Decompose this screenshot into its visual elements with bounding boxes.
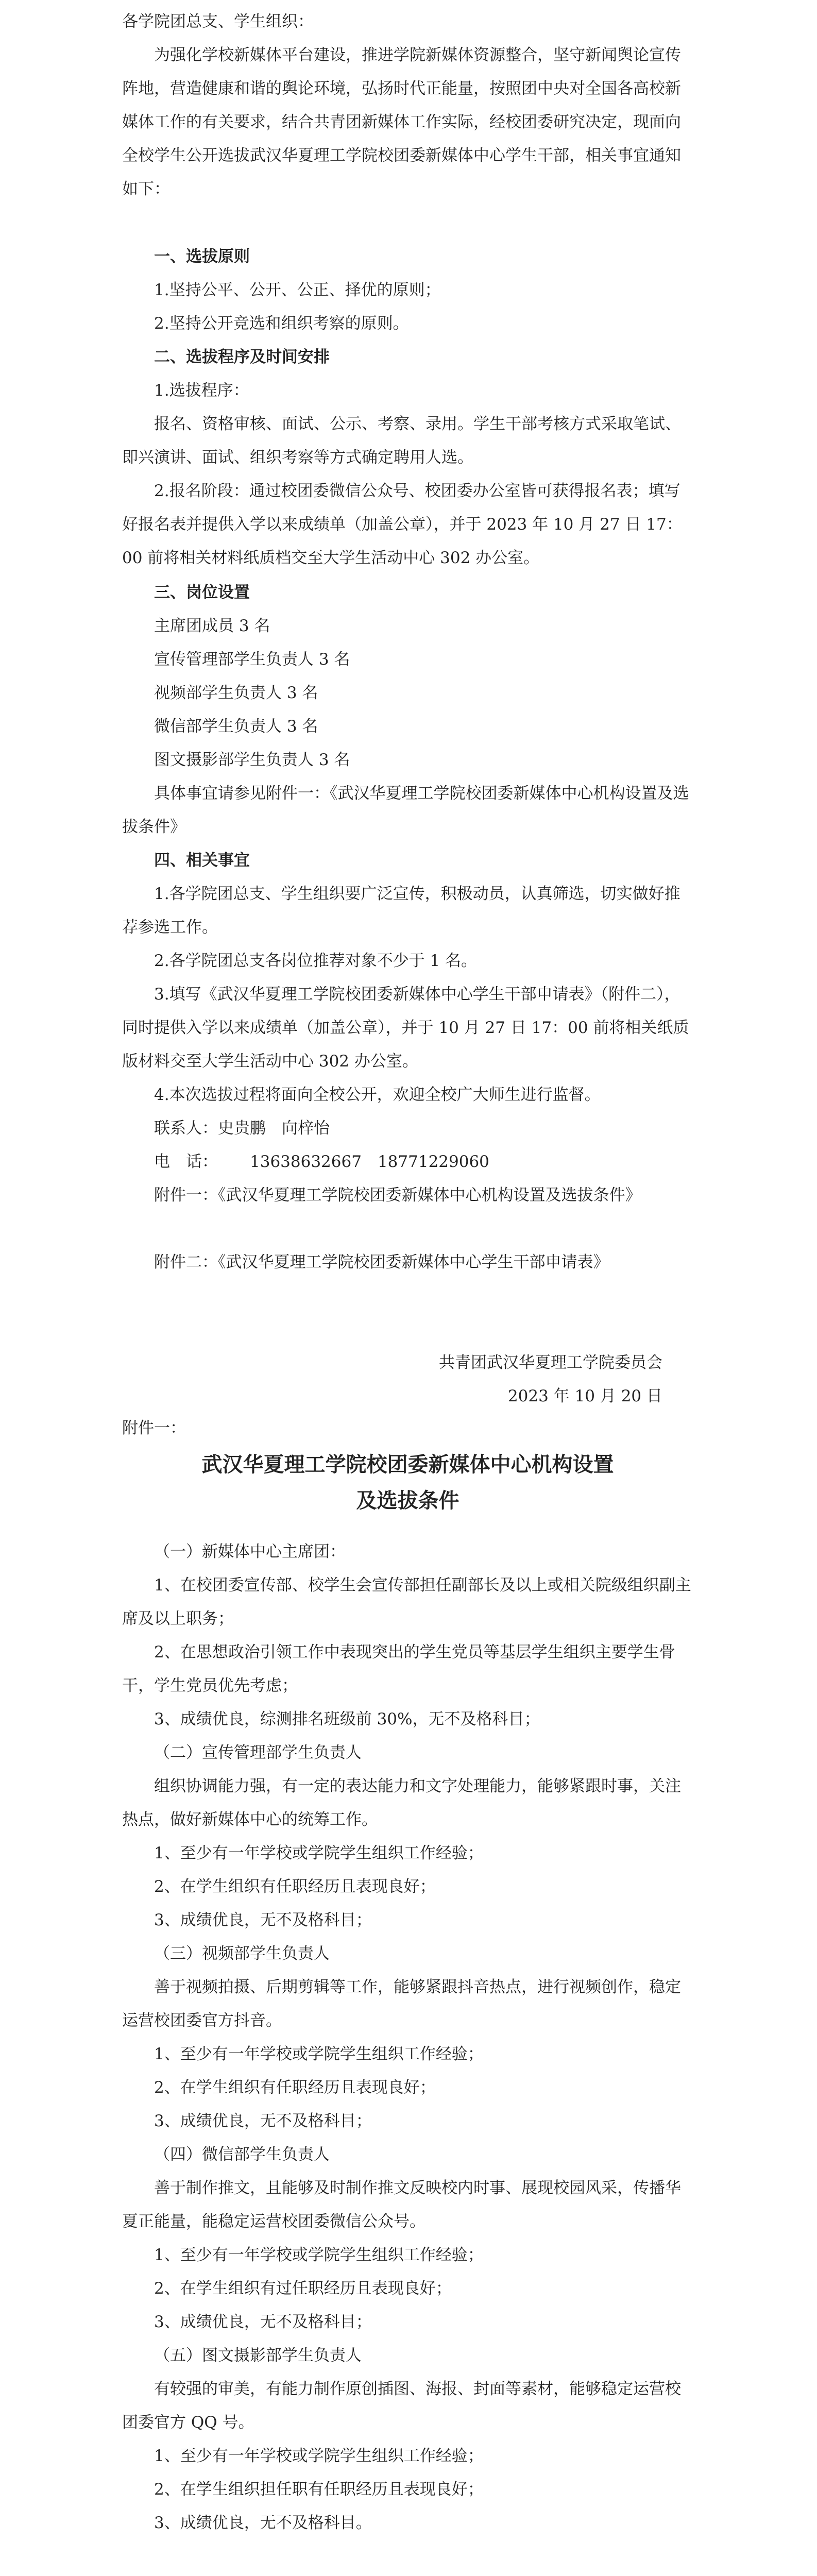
appendix-section-4-item: 3、成绩优良，无不及格科目；: [154, 2313, 372, 2331]
phone-label: 电 话：: [154, 1153, 218, 1171]
appendix-section-2-item: 3、成绩优良，无不及格科目；: [154, 1911, 372, 1929]
position-item: 主席团成员 3 名: [154, 617, 270, 635]
phone-numbers: 13638632667 18771229060: [250, 1153, 489, 1171]
position-item: 微信部学生负责人 3 名: [154, 717, 318, 736]
section-4-item-4: 4.本次选拔过程将面向全校公开，欢迎全校广大师生进行监督。: [154, 1086, 601, 1104]
phone-line: [122, 1145, 693, 1179]
salutation: 各学院团总支、学生组织：: [122, 12, 314, 31]
appendix-section-4-item: 1、至少有一年学校或学院学生组织工作经验；: [154, 2246, 484, 2264]
intro-paragraph: 为强化学校新媒体平台建设，推进学院新媒体资源整合，坚守新闻舆论宣传阵地，营造健康和谐的舆论环境，弘扬时代正能量，按照团中央对全国各高校新媒体工作的有关要求，结合共青团新媒体工作实际，经校团委研究决定，现面向全校学生公开选拔武汉华夏理工学院校团委新媒体中心学生干部，相关事宜通知如下：: [122, 46, 681, 198]
appendix-section-4-item: 2、在学生组织有过任职经历且表现良好；: [154, 2279, 452, 2298]
section-2-item-1-title: 1.选拔程序：: [154, 381, 249, 400]
appendix-title-line-1: 武汉华夏理工学院校团委新媒体中心机构设置: [201, 1452, 614, 1477]
section-2-item-1-body: 报名、资格审核、面试、公示、考察、录用。学生干部考核方式采取笔试、即兴演讲、面试、组织考察等方式确定聘用人选。: [122, 415, 681, 467]
appendix-section-1-heading: （一）新媒体中心主席团：: [154, 1543, 346, 1561]
section-4-item-2: 2.各学院团总支各岗位推荐对象不少于 1 名。: [154, 952, 478, 970]
appendix-section-5-heading: （五）图文摄影部学生负责人: [154, 2346, 362, 2365]
appendix-section-2-item: 2、在学生组织有任职经历且表现良好；: [154, 1877, 436, 1896]
position-item: 宣传管理部学生负责人 3 名: [154, 650, 350, 669]
appendix-section-1-item: 3、成绩优良，综测排名班级前 30%，无不及格科目；: [154, 1710, 540, 1728]
appendix-section-1-item: 1、在校团委宣传部、校学生会宣传部担任副部长及以上或相关院级组织副主席及以上职务；: [122, 1576, 691, 1628]
appendix-section-4-heading: （四）微信部学生负责人: [154, 2145, 330, 2164]
section-4-item-3: 3.填写《武汉华夏理工学院校团委新媒体中心学生干部申请表》（附件二），同时提供入学以来成绩单（加盖公章），并于 10 月 27 日 17：00 前将相关纸质版材料交至大学生活动中心 302 办公室。: [122, 985, 689, 1071]
appendix-section-5-item: 2、在学生组织担任职有任职经历且表现良好；: [154, 2480, 484, 2499]
section-3-note: 具体事宜请参见附件一：《武汉华夏理工学院校团委新媒体中心机构设置及选拔条件》: [122, 784, 689, 836]
position-item: 图文摄影部学生负责人 3 名: [154, 751, 350, 769]
section-3-heading: 三、岗位设置: [154, 583, 250, 602]
appendix-section-1-item: 2、在思想政治引领工作中表现突出的学生党员等基层学生组织主要学生骨干，学生党员优先考虑；: [122, 1643, 675, 1695]
section-2-item-2: 2.报名阶段：通过校团委微信公众号、校团委办公室皆可获得报名表；填写好报名表并提供入学以来成绩单（加盖公章），并于 2023 年 10 月 27 日 17：00 前将相关材料纸质档交至大学生活动中心 302 办公室。: [122, 482, 683, 567]
appendix-section-4-description: 善于制作推文，且能够及时制作推文反映校内时事、展现校园风采，传播华夏正能量，能稳定运营校团委微信公众号。: [122, 2179, 681, 2231]
section-2-heading: 二、选拔程序及时间安排: [154, 348, 330, 366]
section-1-heading: 一、选拔原则: [154, 247, 250, 266]
appendix-section-5-item: 3、成绩优良，无不及格科目。: [154, 2514, 372, 2532]
appendix-section-5-description: 有较强的审美，有能力制作原创插图、海报、封面等素材，能够稳定运营校团委官方 QQ 号。: [122, 2380, 681, 2432]
signature-org: 共青团武汉华夏理工学院委员会: [439, 1353, 662, 1372]
appendix-label: 附件一：: [122, 1419, 186, 1437]
section-4-item-1: 1.各学院团总支、学生组织要广泛宣传，积极动员，认真筛选，切实做好推荐参选工作。: [122, 885, 680, 937]
appendix-section-3-description: 善于视频拍摄、后期剪辑等工作，能够紧跟抖音热点，进行视频创作，稳定运营校团委官方抖音。: [122, 1978, 681, 2030]
appendix-section-2-item: 1、至少有一年学校或学院学生组织工作经验；: [154, 1844, 484, 1862]
appendix-section-3-heading: （三）视频部学生负责人: [154, 1944, 330, 1963]
appendix-section-3-item: 3、成绩优良，无不及格科目；: [154, 2112, 372, 2130]
attachment-1-line: 附件一：《武汉华夏理工学院校团委新媒体中心机构设置及选拔条件》: [154, 1186, 641, 1205]
appendix-section-2-description: 组织协调能力强，有一定的表达能力和文字处理能力，能够紧跟时事，关注热点，做好新媒体中心的统筹工作。: [122, 1777, 681, 1829]
contact-line: [122, 1112, 693, 1145]
attachment-2-line: 附件二：《武汉华夏理工学院校团委新媒体中心学生干部申请表》: [154, 1253, 609, 1272]
appendix-section-3-item: 1、至少有一年学校或学院学生组织工作经验；: [154, 2045, 484, 2063]
position-item: 视频部学生负责人 3 名: [154, 684, 318, 702]
section-1-item-1: 1.坚持公平、公开、公正、择优的原则；: [154, 281, 441, 299]
appendix-section-5-item: 1、至少有一年学校或学院学生组织工作经验；: [154, 2447, 484, 2465]
appendix-section-2-heading: （二）宣传管理部学生负责人: [154, 1743, 362, 1762]
contact-names: 史贵鹏 向梓怡: [218, 1119, 330, 1138]
section-4-heading: 四、相关事宜: [154, 851, 250, 870]
section-1-item-2: 2.坚持公开竞选和组织考察的原则。: [154, 314, 409, 333]
appendix-title-line-2: 及选拔条件: [356, 1488, 459, 1513]
signature-date: 2023 年 10 月 20 日: [507, 1387, 662, 1405]
appendix-section-3-item: 2、在学生组织有任职经历且表现良好；: [154, 2078, 436, 2097]
contact-label: 联系人：: [154, 1119, 218, 1138]
